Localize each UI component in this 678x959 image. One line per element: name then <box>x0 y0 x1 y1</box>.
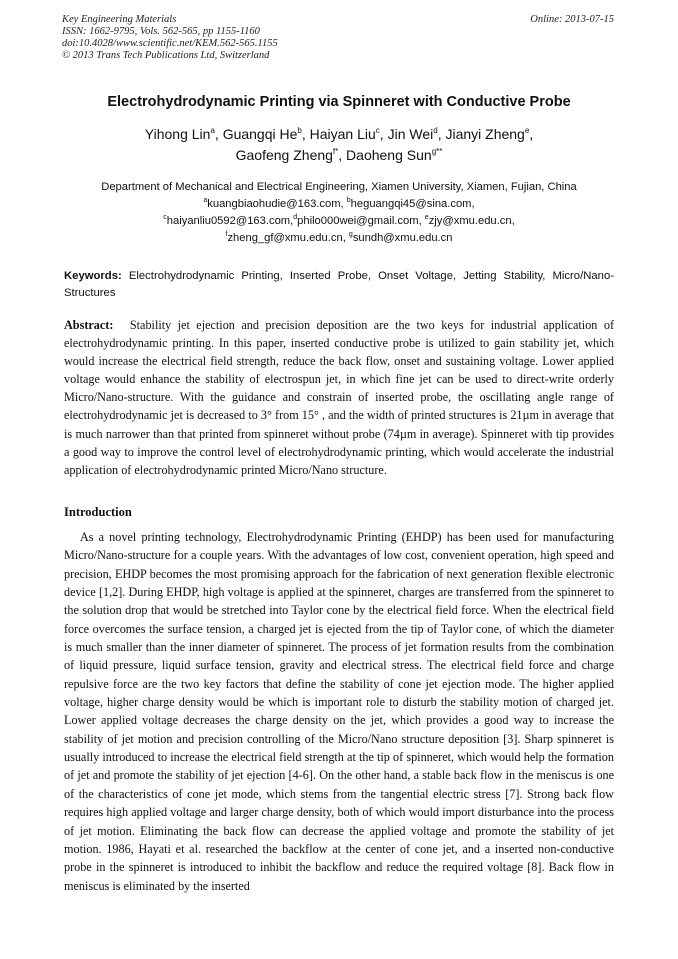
keywords-block <box>64 268 614 302</box>
email-line: $^f$zheng_gf@xmu.edu.cn, $^g$sundh@xmu.edu.cn <box>225 231 453 244</box>
email-link[interactable]: zheng_gf@xmu.edu.cn <box>227 232 343 244</box>
journal-header <box>62 14 278 62</box>
author: Yihong Lin$^a$ <box>144 126 215 142</box>
email-line: $^a$kuangbiaohudie@163.com, $^b$heguangqi45@sina.com, <box>203 197 475 210</box>
paper-title: Electrohydrodynamic Printing via Spinneret with Conductive Probe <box>107 94 571 110</box>
online-date: Online: 2013-07-15 <box>530 14 614 25</box>
introduction-paragraph: As a novel printing technology, Electrohydrodynamic Printing (EHDP) has been used for manufacturing Micro/Nano-structure for a couple years. With the advantages of low cost, convenient operation, high speed and precision, EHDP becomes the most promising approach for the fabrication of next generation flexible electronic device [1,2]. During EHDP, high voltage is applied at the spinneret, charges are transferred from the spinneret to the solution drop that would be stretched into Taylor cone by the electrical field force. When the electrical field force overcomes the surface tension, a charged jet is ejected from the tip of Taylor cone, of which the diameter is much smaller than the inner diameter of spinneret. The process of jet formation results from the combination of liquid pressure, liquid surface tension, gravity and electrical stress. The electrical field force and charge repulsive force are the two key factors that define the stability of cone jet ejection mode. The higher applied voltage, higher charge density would be which is important role to disturb the stability motion of charged jet. Lower applied voltage decreases the charge density on the jet, which provides a good way to increase the stability of jet motion and precision controlling of the Micro/Nano structure deposition [3]. Sharp spinneret is usually introduced to increase the electrical field strength at the tip of spinneret, which would help the formation of jet and promote the stability of jet ejection [4-6]. On the other hand, a stable back flow in the meniscus is one of the characteristics of cone jet mode, which stems from the tangential electric stress [7]. Strong back flow requires high applied voltage and larger charge density, both of which would import disturbance into the process of jet motion. Eliminating the back flow can decrease the applied voltage and promote the stability of jet motion. 1986, Hayati et al. researched the backflow at the center of cone jet, and a inserted non-conductive probe in the spinneret is introduced to inhibit the backflow and reduce the required voltage [8]. Back flow in meniscus is eliminated by the inserted <box>64 530 614 893</box>
author: Daoheng Sun$^{g**}$ <box>346 147 443 163</box>
abstract-block <box>64 316 614 479</box>
abstract-text: Stability jet ejection and precision deposition are the two keys for industrial application of electrohydrodynamic printing. In this paper, inserted conductive probe is utilized to gain stability jet, which would increase the electrical field strength, reduce the back flow, onset and sustaining voltage. Lower applied voltage would enhance the stability of electrospun jet, in which fine jet can be used to direct-write orderly Micro/Nano-structure. With the guidance and constrain of inserted probe, the oscillating angle range of electrohydrodynamic jet is decreased to 3° from 15° , and the width of printed structures is 21µm in average that is much narrower than that printed from spinneret without probe (74µm in average). Spinneret with tip provides a good way to improve the control level of electrohydrodynamic printing, which would accelerate the industrial application of electrohydrodynamic printed Micro/Nano structure. <box>64 318 615 477</box>
journal-name: Key Engineering Materials <box>62 14 177 25</box>
author: Haiyan Liu$^c$ <box>309 126 380 142</box>
email-link[interactable]: kuangbiaohudie@163.com <box>207 198 341 210</box>
email-line: $^c$haiyanliu0592@163.com,$^d$philo000wei@gmail.com, $^e$zjy@xmu.edu.cn, <box>163 214 515 227</box>
copyright-line: © 2013 Trans Tech Publications Ltd, Switzerland <box>62 50 270 61</box>
email-link[interactable]: haiyanliu0592@163.com <box>166 215 291 227</box>
email-link[interactable]: sundh@xmu.edu.cn <box>352 232 453 244</box>
author: Gaofeng Zheng$^{f*}$ <box>235 147 339 163</box>
affiliation-block <box>40 179 638 247</box>
email-link[interactable]: zjy@xmu.edu.cn <box>428 215 512 227</box>
author: Jin Wei$^d$ <box>387 126 438 142</box>
issn-line: ISSN: 1662-9795, Vols. 562-565, pp 1155-1160 <box>62 26 260 37</box>
keywords-text: Electrohydrodynamic Printing, Inserted Probe, Onset Voltage, Jetting Stability, Micro/Nano-Structures <box>64 270 614 299</box>
department: Department of Mechanical and Electrical Engineering, Xiamen University, Xiamen, Fujian, China <box>101 181 577 193</box>
author-list: Yihong Lin$^a$, Guangqi He$^b$, Haiyan Liu$^c$, Jin Wei$^d$, Jianyi Zheng$^e$, Gaofeng Zheng$^{f*}$, Daoheng Sun$^{g**}$ <box>144 126 534 163</box>
email-link[interactable]: heguangqi45@sina.com <box>350 198 472 210</box>
doi-line[interactable]: doi:10.4028/www.scientific.net/KEM.562-565.1155 <box>62 38 278 49</box>
abstract-label: Abstract: <box>64 318 114 332</box>
section-heading-introduction: Introduction <box>64 505 132 519</box>
email-link[interactable]: philo000wei@gmail.com <box>297 215 419 227</box>
keywords-label: Keywords: <box>64 270 122 282</box>
author: Jianyi Zheng$^e$ <box>445 126 530 142</box>
author: Guangqi He$^b$ <box>222 126 302 142</box>
